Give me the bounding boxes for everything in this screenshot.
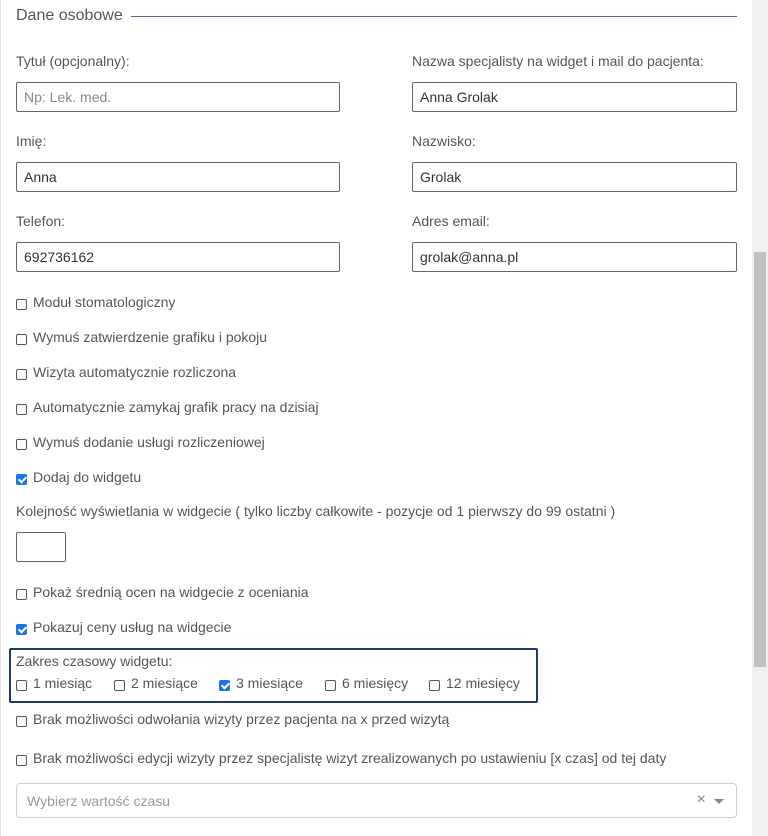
range-12-months-label: 12 miesięcy: [446, 675, 520, 691]
time-value-select[interactable]: [16, 783, 737, 818]
range-option-6-months[interactable]: [325, 673, 408, 693]
section-title: Dane osobowe: [16, 7, 123, 24]
phone-input[interactable]: [16, 242, 340, 272]
auto-settled-visit-label: Wizyta automatycznie rozliczona: [33, 364, 237, 380]
widget-order-label: Kolejność wyświetlania w widgecie ( tylko liczby całkowite - pozycje od 1 pierwszy do 99 ostatni ): [16, 503, 616, 519]
no-specialist-edit-checkbox[interactable]: [16, 755, 27, 766]
last-name-input[interactable]: [412, 162, 737, 192]
range-6-months-checkbox[interactable]: [325, 680, 336, 691]
widget-range-title: Zakres czasowy widgetu:: [16, 653, 173, 669]
range-option-1-month[interactable]: [16, 673, 92, 693]
show-prices-checkbox[interactable]: [16, 624, 27, 635]
range-2-months-label: 2 miesiące: [131, 675, 198, 691]
email-input[interactable]: [412, 242, 737, 272]
force-billing-service-checkbox[interactable]: [16, 439, 27, 450]
chevron-down-icon[interactable]: [714, 799, 724, 804]
no-specialist-edit-option[interactable]: [16, 748, 666, 768]
auto-close-schedule-option[interactable]: [16, 397, 319, 417]
clear-icon[interactable]: ×: [696, 791, 706, 808]
range-option-3-months[interactable]: [219, 673, 303, 693]
add-to-widget-checkbox[interactable]: [16, 474, 27, 485]
add-to-widget-label: Dodaj do widgetu: [33, 469, 142, 485]
title-input[interactable]: [16, 82, 340, 112]
no-specialist-edit-label: Brak możliwości edycji wizyty przez specjalistę wizyt zrealizowanych po ustawieniu [x czas] od tej daty: [33, 750, 667, 766]
email-label: Adres email:: [412, 213, 490, 229]
dental-module-checkbox[interactable]: [16, 299, 27, 310]
first-name-label: Imię:: [16, 133, 47, 149]
specialist-name-label: Nazwa specjalisty na widget i mail do pacjenta:: [412, 53, 704, 69]
auto-settled-visit-option[interactable]: [16, 362, 236, 382]
force-schedule-approval-option[interactable]: [16, 327, 267, 347]
legend-divider: [131, 16, 737, 17]
no-patient-cancel-label: Brak możliwości odwołania wizyty przez pacjenta na x przed wizytą: [33, 711, 450, 727]
show-prices-label: Pokazuj ceny usług na widgecie: [33, 619, 232, 635]
force-billing-service-label: Wymuś dodanie usługi rozliczeniowej: [33, 434, 265, 450]
range-12-months-checkbox[interactable]: [429, 680, 440, 691]
range-2-months-checkbox[interactable]: [114, 680, 125, 691]
show-rating-label: Pokaż średnią ocen na widgecie z oceniania: [33, 584, 309, 600]
add-to-widget-option[interactable]: [16, 467, 141, 487]
panel-border: [0, 0, 1, 836]
last-name-label: Nazwisko:: [412, 133, 476, 149]
vertical-scrollbar[interactable]: [752, 0, 768, 836]
show-rating-checkbox[interactable]: [16, 589, 27, 600]
first-name-input[interactable]: [16, 162, 340, 192]
show-rating-option[interactable]: [16, 582, 309, 602]
no-patient-cancel-option[interactable]: [16, 709, 449, 729]
auto-settled-visit-checkbox[interactable]: [16, 369, 27, 380]
range-3-months-label: 3 miesiące: [236, 675, 303, 691]
range-option-12-months[interactable]: [429, 673, 520, 693]
dental-module-label: Moduł stomatologiczny: [33, 294, 176, 310]
range-option-2-months[interactable]: [114, 673, 198, 693]
time-value-placeholder: Wybierz wartość czasu: [27, 793, 171, 809]
section-legend: [16, 5, 737, 27]
range-3-months-checkbox[interactable]: [219, 680, 230, 691]
title-label: Tytuł (opcjonalny):: [16, 53, 130, 69]
auto-close-schedule-label: Automatycznie zamykaj grafik pracy na dzisiaj: [33, 399, 319, 415]
range-1-month-checkbox[interactable]: [16, 680, 27, 691]
show-prices-option[interactable]: [16, 617, 231, 637]
dental-module-option[interactable]: [16, 292, 175, 312]
scrollbar-thumb[interactable]: [754, 252, 766, 667]
force-schedule-approval-label: Wymuś zatwierdzenie grafiku i pokoju: [33, 329, 268, 345]
range-1-month-label: 1 miesiąc: [33, 675, 93, 691]
auto-close-schedule-checkbox[interactable]: [16, 404, 27, 415]
force-schedule-approval-checkbox[interactable]: [16, 334, 27, 345]
widget-order-input[interactable]: [16, 532, 66, 562]
force-billing-service-option[interactable]: [16, 432, 265, 452]
no-patient-cancel-checkbox[interactable]: [16, 716, 27, 727]
phone-label: Telefon:: [16, 213, 66, 229]
range-6-months-label: 6 miesięcy: [342, 675, 409, 691]
specialist-name-input[interactable]: [412, 82, 737, 112]
